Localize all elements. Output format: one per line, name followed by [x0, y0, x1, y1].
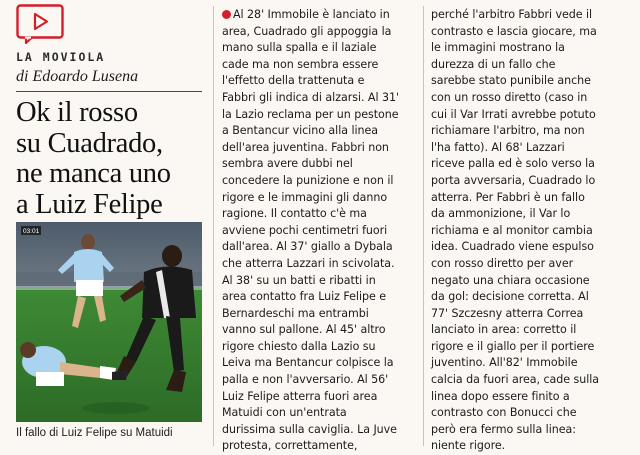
column-divider — [423, 6, 424, 446]
article-line — [222, 7, 420, 24]
article-line: porta avversaria, Cuadrado lo — [431, 173, 596, 187]
article-line: linea dopo essere finito a — [431, 389, 570, 403]
left-column — [16, 0, 206, 449]
article-line: riceve palla ed è solo verso la — [431, 157, 595, 171]
headline-line: a Luiz Felipe — [16, 188, 163, 220]
article-line: durissima sulla caviglia. La Juve — [222, 422, 397, 436]
article-line: sarebbe stato punibile anche — [431, 74, 591, 88]
byline-divider — [16, 91, 202, 92]
article-line: rigore chiesto dalla Lazio su — [222, 339, 376, 353]
article-line: 77' Szczesny atterra Correa — [431, 306, 584, 320]
article-line: Luiz Felipe atterra fuori area — [222, 389, 378, 403]
column-divider — [213, 6, 214, 446]
article-line: dell'area juventina. Fabbri non — [222, 140, 389, 154]
photo-overlay-label: 03:01 — [23, 228, 40, 235]
photo-caption: Il fallo di Luiz Felipe su Matuidi — [16, 427, 173, 439]
article-line: durezza di un fallo che — [431, 57, 556, 71]
article-line: lanciato in area: corretto il — [431, 323, 577, 337]
article-line: mano sulla spalla e il laziale — [222, 41, 377, 55]
article-line: juventino. All'82' Immobile — [431, 356, 578, 370]
article-line: Leiva ma Bentancur colpisce la — [222, 356, 394, 370]
article-line: vanno sul pallone. Al 45' altro — [222, 323, 386, 337]
article-line: avviene pochi centimetri fuori — [222, 223, 388, 237]
play-video-icon[interactable] — [16, 4, 64, 44]
article-line: Bernardeschi ma entrambi — [222, 306, 369, 320]
article-line: niente rigore. — [431, 439, 506, 453]
article-line: che atterra Lazzari in scivolata. — [222, 256, 395, 270]
article-line: con rosso diretto per aver — [431, 256, 574, 270]
headline-line: Ok il rosso — [16, 97, 138, 128]
article-line: calcia da fuori area, cade sulla — [431, 373, 600, 387]
match-photo — [16, 222, 202, 422]
article-line-text: Al 28' Immobile è lanciato in — [233, 8, 390, 21]
article-line: rigore e le immagini gli danno — [222, 190, 388, 204]
article-line: le immagini mostrano la — [431, 41, 565, 55]
article-line: area contatto fra Luiz Felipe e — [222, 290, 387, 304]
article-line: perché l'arbitro Fabbri vede il — [431, 8, 593, 21]
headline-line: su Cuadrado, — [16, 127, 163, 159]
headline — [16, 98, 211, 220]
article-line: palla e non l'avversario. Al 56' — [222, 373, 389, 387]
article-line: da gol: decisione corretta. Al — [431, 290, 589, 304]
article-line: da ammonizione, il Var lo — [431, 207, 571, 221]
article-line: a Bentancur vicino alla linea — [222, 124, 379, 138]
article-line: la Lazio reclama per un pestone — [222, 107, 399, 121]
article-line: l'ha fatto). Al 68' Lazzari — [431, 140, 565, 154]
article-line: dall'area. Al 37' giallo a Dybala — [222, 240, 393, 254]
article-line: con un rosso diretto (caso in — [431, 90, 588, 104]
article-line: richiamare l'arbitro, ma non — [431, 124, 585, 138]
article-line: richiama e al monitor cambia — [431, 223, 593, 237]
byline: di Edoardo Lusena — [16, 68, 139, 85]
article-line: idea. Cuadrado viene espulso — [431, 240, 594, 254]
article-line: Al 38' su un batti e ribatti in — [222, 273, 376, 287]
article-line: sembra avere dubbi nel — [222, 157, 353, 171]
article-line: cade ma non sembra essere — [222, 57, 379, 71]
article-line: cui il Var Irrati avrebbe potuto — [431, 107, 596, 121]
article-line: protesta, correttamente, — [222, 439, 358, 453]
article-column-1 — [222, 7, 420, 455]
red-dot-icon — [222, 10, 231, 19]
article-line: contrasto con Bonucci che — [431, 406, 577, 420]
article-line: negato una chiara occasione — [431, 273, 590, 287]
article-line: però era fermo sulla linea: — [431, 422, 576, 436]
article-line: rigore e il giallo per il portiere — [431, 339, 595, 353]
article-column-2 — [431, 7, 629, 455]
article-line: Fabbri gli indica di alzarsi. Al 31' — [222, 90, 399, 104]
article-line: Matuidi con un'entrata — [222, 406, 347, 420]
article-line: area, Cuadrado gli appoggia la — [222, 24, 392, 38]
article-line: l'effetto della trattenuta e — [222, 74, 365, 88]
section-label: LA MOVIOLA — [16, 50, 106, 64]
article-line: concedere la punizione e non il — [222, 173, 394, 187]
article-line: contrasto e lascia giocare, ma — [431, 24, 597, 38]
article-line: ragione. Il contatto c'è ma — [222, 207, 367, 221]
article-line: atterra. Per Fabbri è un fallo — [431, 190, 585, 204]
headline-line: ne manca uno — [16, 158, 171, 189]
